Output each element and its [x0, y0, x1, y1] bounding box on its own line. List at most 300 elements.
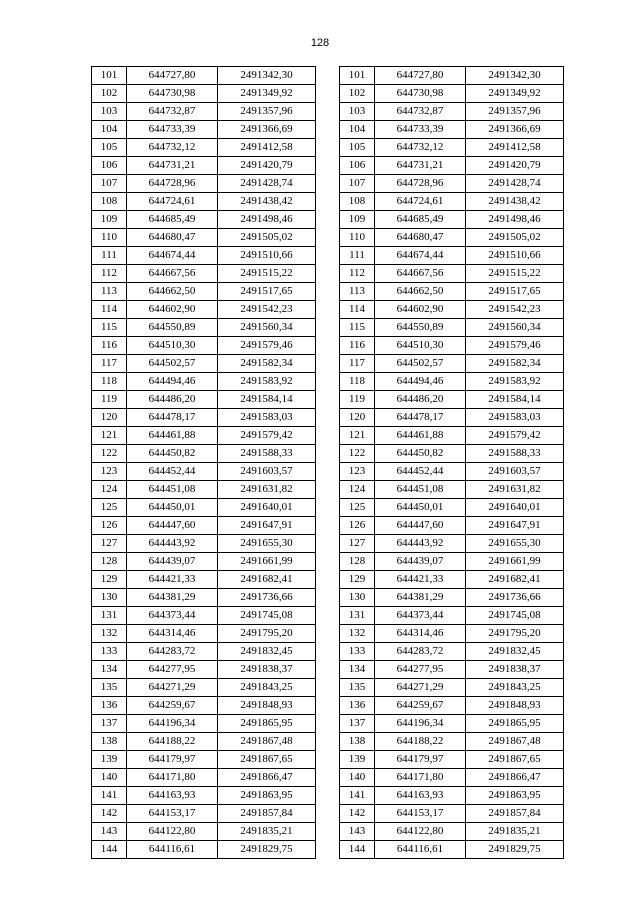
point-number-cell: 135 — [340, 679, 375, 697]
table-row — [92, 391, 316, 409]
x-coordinate-cell: 644450,82 — [375, 445, 466, 463]
point-number-cell: 133 — [340, 643, 375, 661]
point-number-cell: 138 — [92, 733, 127, 751]
y-coordinate-cell: 2491366,69 — [466, 121, 564, 139]
y-coordinate-cell: 2491349,92 — [466, 85, 564, 103]
x-coordinate-cell: 644271,29 — [127, 679, 218, 697]
y-coordinate-cell: 2491640,01 — [218, 499, 316, 517]
x-coordinate-cell: 644486,20 — [127, 391, 218, 409]
table-row — [340, 571, 564, 589]
y-coordinate-cell: 2491505,02 — [218, 229, 316, 247]
point-number-cell: 106 — [92, 157, 127, 175]
x-coordinate-cell: 644732,87 — [375, 103, 466, 121]
table-row — [92, 319, 316, 337]
point-number-cell: 129 — [340, 571, 375, 589]
y-coordinate-cell: 2491736,66 — [218, 589, 316, 607]
y-coordinate-cell: 2491682,41 — [218, 571, 316, 589]
x-coordinate-cell: 644494,46 — [127, 373, 218, 391]
table-row — [92, 517, 316, 535]
table-row — [340, 679, 564, 697]
x-coordinate-cell: 644443,92 — [375, 535, 466, 553]
point-number-cell: 120 — [92, 409, 127, 427]
x-coordinate-cell: 644271,29 — [375, 679, 466, 697]
y-coordinate-cell: 2491640,01 — [466, 499, 564, 517]
table-row — [92, 445, 316, 463]
x-coordinate-cell: 644163,93 — [127, 787, 218, 805]
table-row — [92, 499, 316, 517]
y-coordinate-cell: 2491867,65 — [466, 751, 564, 769]
point-number-cell: 136 — [92, 697, 127, 715]
table-row — [92, 715, 316, 733]
x-coordinate-cell: 644674,44 — [375, 247, 466, 265]
table-row — [340, 391, 564, 409]
table-row — [340, 805, 564, 823]
table-row — [340, 427, 564, 445]
table-row — [92, 247, 316, 265]
y-coordinate-cell: 2491863,95 — [218, 787, 316, 805]
table-row — [340, 355, 564, 373]
y-coordinate-cell: 2491517,65 — [218, 283, 316, 301]
table-row — [340, 643, 564, 661]
point-number-cell: 144 — [340, 841, 375, 859]
table-row — [340, 769, 564, 787]
x-coordinate-cell: 644662,50 — [127, 283, 218, 301]
x-coordinate-cell: 644478,17 — [127, 409, 218, 427]
table-row — [340, 589, 564, 607]
table-row — [340, 787, 564, 805]
x-coordinate-cell: 644662,50 — [375, 283, 466, 301]
y-coordinate-cell: 2491832,45 — [466, 643, 564, 661]
point-number-cell: 113 — [340, 283, 375, 301]
y-coordinate-cell: 2491584,14 — [466, 391, 564, 409]
y-coordinate-cell: 2491583,92 — [466, 373, 564, 391]
point-number-cell: 131 — [340, 607, 375, 625]
x-coordinate-cell: 644450,01 — [375, 499, 466, 517]
x-coordinate-cell: 644667,56 — [375, 265, 466, 283]
y-coordinate-cell: 2491835,21 — [466, 823, 564, 841]
x-coordinate-cell: 644730,98 — [127, 85, 218, 103]
point-number-cell: 128 — [92, 553, 127, 571]
x-coordinate-cell: 644381,29 — [375, 589, 466, 607]
y-coordinate-cell: 2491588,33 — [466, 445, 564, 463]
y-coordinate-cell: 2491515,22 — [466, 265, 564, 283]
y-coordinate-cell: 2491848,93 — [218, 697, 316, 715]
y-coordinate-cell: 2491517,65 — [466, 283, 564, 301]
point-number-cell: 102 — [92, 85, 127, 103]
x-coordinate-cell: 644727,80 — [375, 67, 466, 85]
table-row — [92, 355, 316, 373]
x-coordinate-cell: 644314,46 — [375, 625, 466, 643]
table-row — [340, 103, 564, 121]
y-coordinate-cell: 2491428,74 — [218, 175, 316, 193]
x-coordinate-cell: 644486,20 — [375, 391, 466, 409]
table-row — [340, 751, 564, 769]
table-row — [92, 823, 316, 841]
y-coordinate-cell: 2491655,30 — [466, 535, 564, 553]
y-coordinate-cell: 2491857,84 — [218, 805, 316, 823]
x-coordinate-cell: 644728,96 — [375, 175, 466, 193]
x-coordinate-cell: 644461,88 — [127, 427, 218, 445]
point-number-cell: 137 — [340, 715, 375, 733]
table-row — [340, 67, 564, 85]
y-coordinate-cell: 2491745,08 — [466, 607, 564, 625]
x-coordinate-cell: 644153,17 — [127, 805, 218, 823]
y-coordinate-cell: 2491867,65 — [218, 751, 316, 769]
point-number-cell: 143 — [92, 823, 127, 841]
point-number-cell: 139 — [92, 751, 127, 769]
y-coordinate-cell: 2491412,58 — [218, 139, 316, 157]
x-coordinate-cell: 644163,93 — [375, 787, 466, 805]
y-coordinate-cell: 2491515,22 — [218, 265, 316, 283]
x-coordinate-cell: 644421,33 — [127, 571, 218, 589]
point-number-cell: 126 — [92, 517, 127, 535]
point-number-cell: 130 — [92, 589, 127, 607]
point-number-cell: 120 — [340, 409, 375, 427]
x-coordinate-cell: 644188,22 — [127, 733, 218, 751]
x-coordinate-cell: 644478,17 — [375, 409, 466, 427]
y-coordinate-cell: 2491838,37 — [218, 661, 316, 679]
point-number-cell: 139 — [340, 751, 375, 769]
point-number-cell: 140 — [340, 769, 375, 787]
x-coordinate-cell: 644373,44 — [127, 607, 218, 625]
x-coordinate-cell: 644731,21 — [375, 157, 466, 175]
table-row — [92, 697, 316, 715]
table-row — [340, 715, 564, 733]
point-number-cell: 114 — [92, 301, 127, 319]
x-coordinate-cell: 644153,17 — [375, 805, 466, 823]
x-coordinate-cell: 644179,97 — [375, 751, 466, 769]
point-number-cell: 134 — [92, 661, 127, 679]
y-coordinate-cell: 2491579,46 — [466, 337, 564, 355]
table-row — [340, 229, 564, 247]
x-coordinate-cell: 644122,80 — [127, 823, 218, 841]
y-coordinate-cell: 2491584,14 — [218, 391, 316, 409]
y-coordinate-cell: 2491857,84 — [466, 805, 564, 823]
x-coordinate-cell: 644283,72 — [127, 643, 218, 661]
y-coordinate-cell: 2491583,03 — [218, 409, 316, 427]
y-coordinate-cell: 2491588,33 — [218, 445, 316, 463]
point-number-cell: 112 — [340, 265, 375, 283]
point-number-cell: 125 — [92, 499, 127, 517]
y-coordinate-cell: 2491560,34 — [466, 319, 564, 337]
table-row — [92, 787, 316, 805]
point-number-cell: 111 — [92, 247, 127, 265]
table-row — [92, 409, 316, 427]
point-number-cell: 136 — [340, 697, 375, 715]
x-coordinate-cell: 644727,80 — [127, 67, 218, 85]
y-coordinate-cell: 2491349,92 — [218, 85, 316, 103]
y-coordinate-cell: 2491865,95 — [218, 715, 316, 733]
x-coordinate-cell: 644452,44 — [127, 463, 218, 481]
point-number-cell: 142 — [340, 805, 375, 823]
table-row — [340, 517, 564, 535]
point-number-cell: 116 — [92, 337, 127, 355]
point-number-cell: 109 — [340, 211, 375, 229]
point-number-cell: 107 — [92, 175, 127, 193]
point-number-cell: 104 — [92, 121, 127, 139]
y-coordinate-cell: 2491682,41 — [466, 571, 564, 589]
table-row — [340, 841, 564, 859]
table-row — [92, 301, 316, 319]
x-coordinate-cell: 644451,08 — [375, 481, 466, 499]
table-row — [92, 283, 316, 301]
page-number: 128 — [310, 37, 330, 49]
y-coordinate-cell: 2491835,21 — [218, 823, 316, 841]
y-coordinate-cell: 2491631,82 — [466, 481, 564, 499]
x-coordinate-cell: 644314,46 — [127, 625, 218, 643]
x-coordinate-cell: 644443,92 — [127, 535, 218, 553]
table-row — [340, 373, 564, 391]
point-number-cell: 118 — [92, 373, 127, 391]
table-row — [340, 157, 564, 175]
y-coordinate-cell: 2491542,23 — [466, 301, 564, 319]
point-number-cell: 109 — [92, 211, 127, 229]
y-coordinate-cell: 2491866,47 — [218, 769, 316, 787]
table-row — [92, 805, 316, 823]
x-coordinate-cell: 644550,89 — [127, 319, 218, 337]
point-number-cell: 123 — [92, 463, 127, 481]
point-number-cell: 132 — [92, 625, 127, 643]
x-coordinate-cell: 644171,80 — [375, 769, 466, 787]
y-coordinate-cell: 2491661,99 — [466, 553, 564, 571]
table-row — [92, 427, 316, 445]
y-coordinate-cell: 2491603,57 — [466, 463, 564, 481]
table-row — [92, 67, 316, 85]
point-number-cell: 110 — [92, 229, 127, 247]
x-coordinate-cell: 644171,80 — [127, 769, 218, 787]
table-row — [92, 733, 316, 751]
x-coordinate-cell: 644502,57 — [375, 355, 466, 373]
point-number-cell: 119 — [340, 391, 375, 409]
y-coordinate-cell: 2491829,75 — [218, 841, 316, 859]
table-row — [92, 625, 316, 643]
table-row — [92, 589, 316, 607]
y-coordinate-cell: 2491863,95 — [466, 787, 564, 805]
point-number-cell: 122 — [92, 445, 127, 463]
point-number-cell: 128 — [340, 553, 375, 571]
point-number-cell: 133 — [92, 643, 127, 661]
y-coordinate-cell: 2491647,91 — [466, 517, 564, 535]
y-coordinate-cell: 2491498,46 — [466, 211, 564, 229]
point-number-cell: 121 — [340, 427, 375, 445]
coordinates-table-right — [339, 66, 564, 859]
point-number-cell: 142 — [92, 805, 127, 823]
table-row — [340, 283, 564, 301]
y-coordinate-cell: 2491843,25 — [218, 679, 316, 697]
point-number-cell: 103 — [92, 103, 127, 121]
point-number-cell: 144 — [92, 841, 127, 859]
table-row — [340, 211, 564, 229]
table-row — [92, 175, 316, 193]
y-coordinate-cell: 2491829,75 — [466, 841, 564, 859]
x-coordinate-cell: 644450,82 — [127, 445, 218, 463]
x-coordinate-cell: 644667,56 — [127, 265, 218, 283]
point-number-cell: 117 — [340, 355, 375, 373]
y-coordinate-cell: 2491736,66 — [466, 589, 564, 607]
x-coordinate-cell: 644602,90 — [375, 301, 466, 319]
point-number-cell: 116 — [340, 337, 375, 355]
table-row — [92, 193, 316, 211]
y-coordinate-cell: 2491647,91 — [218, 517, 316, 535]
point-number-cell: 129 — [92, 571, 127, 589]
x-coordinate-cell: 644680,47 — [127, 229, 218, 247]
point-number-cell: 130 — [340, 589, 375, 607]
y-coordinate-cell: 2491795,20 — [218, 625, 316, 643]
table-row — [92, 643, 316, 661]
point-number-cell: 131 — [92, 607, 127, 625]
x-coordinate-cell: 644373,44 — [375, 607, 466, 625]
x-coordinate-cell: 644277,95 — [375, 661, 466, 679]
x-coordinate-cell: 644116,61 — [127, 841, 218, 859]
x-coordinate-cell: 644461,88 — [375, 427, 466, 445]
table-row — [92, 157, 316, 175]
table-row — [340, 337, 564, 355]
x-coordinate-cell: 644451,08 — [127, 481, 218, 499]
point-number-cell: 125 — [340, 499, 375, 517]
table-row — [92, 553, 316, 571]
table-row — [340, 661, 564, 679]
table-row — [340, 193, 564, 211]
table-row — [340, 733, 564, 751]
x-coordinate-cell: 644731,21 — [127, 157, 218, 175]
table-row — [92, 337, 316, 355]
point-number-cell: 108 — [92, 193, 127, 211]
x-coordinate-cell: 644732,12 — [127, 139, 218, 157]
x-coordinate-cell: 644447,60 — [375, 517, 466, 535]
x-coordinate-cell: 644680,47 — [375, 229, 466, 247]
point-number-cell: 134 — [340, 661, 375, 679]
x-coordinate-cell: 644196,34 — [127, 715, 218, 733]
y-coordinate-cell: 2491631,82 — [218, 481, 316, 499]
table-row — [340, 697, 564, 715]
y-coordinate-cell: 2491865,95 — [466, 715, 564, 733]
x-coordinate-cell: 644724,61 — [375, 193, 466, 211]
x-coordinate-cell: 644550,89 — [375, 319, 466, 337]
y-coordinate-cell: 2491498,46 — [218, 211, 316, 229]
x-coordinate-cell: 644259,67 — [127, 697, 218, 715]
table-row — [340, 85, 564, 103]
x-coordinate-cell: 644447,60 — [127, 517, 218, 535]
x-coordinate-cell: 644439,07 — [375, 553, 466, 571]
y-coordinate-cell: 2491505,02 — [466, 229, 564, 247]
y-coordinate-cell: 2491579,42 — [218, 427, 316, 445]
table-row — [92, 661, 316, 679]
point-number-cell: 140 — [92, 769, 127, 787]
table-row — [92, 265, 316, 283]
y-coordinate-cell: 2491583,03 — [466, 409, 564, 427]
y-coordinate-cell: 2491661,99 — [218, 553, 316, 571]
x-coordinate-cell: 644685,49 — [375, 211, 466, 229]
point-number-cell: 124 — [340, 481, 375, 499]
table-row — [92, 211, 316, 229]
y-coordinate-cell: 2491583,92 — [218, 373, 316, 391]
x-coordinate-cell: 644421,33 — [375, 571, 466, 589]
table-row — [340, 823, 564, 841]
x-coordinate-cell: 644283,72 — [375, 643, 466, 661]
table-row — [92, 463, 316, 481]
x-coordinate-cell: 644188,22 — [375, 733, 466, 751]
x-coordinate-cell: 644510,30 — [127, 337, 218, 355]
x-coordinate-cell: 644733,39 — [127, 121, 218, 139]
y-coordinate-cell: 2491542,23 — [218, 301, 316, 319]
point-number-cell: 102 — [340, 85, 375, 103]
coordinates-table-left — [91, 66, 316, 859]
point-number-cell: 126 — [340, 517, 375, 535]
table-row — [340, 301, 564, 319]
x-coordinate-cell: 644179,97 — [127, 751, 218, 769]
table-row — [340, 625, 564, 643]
point-number-cell: 137 — [92, 715, 127, 733]
table-row — [340, 247, 564, 265]
table-row — [92, 85, 316, 103]
y-coordinate-cell: 2491848,93 — [466, 697, 564, 715]
table-row — [92, 841, 316, 859]
x-coordinate-cell: 644733,39 — [375, 121, 466, 139]
point-number-cell: 117 — [92, 355, 127, 373]
y-coordinate-cell: 2491866,47 — [466, 769, 564, 787]
y-coordinate-cell: 2491582,34 — [466, 355, 564, 373]
y-coordinate-cell: 2491438,42 — [218, 193, 316, 211]
point-number-cell: 111 — [340, 247, 375, 265]
point-number-cell: 127 — [92, 535, 127, 553]
table-row — [92, 751, 316, 769]
y-coordinate-cell: 2491366,69 — [218, 121, 316, 139]
table-row — [340, 499, 564, 517]
x-coordinate-cell: 644452,44 — [375, 463, 466, 481]
y-coordinate-cell: 2491832,45 — [218, 643, 316, 661]
table-row — [340, 409, 564, 427]
point-number-cell: 122 — [340, 445, 375, 463]
x-coordinate-cell: 644602,90 — [127, 301, 218, 319]
table-row — [92, 229, 316, 247]
point-number-cell: 110 — [340, 229, 375, 247]
point-number-cell: 132 — [340, 625, 375, 643]
table-row — [340, 535, 564, 553]
table-row — [340, 265, 564, 283]
point-number-cell: 124 — [92, 481, 127, 499]
point-number-cell: 127 — [340, 535, 375, 553]
table-row — [92, 139, 316, 157]
y-coordinate-cell: 2491579,42 — [466, 427, 564, 445]
x-coordinate-cell: 644116,61 — [375, 841, 466, 859]
y-coordinate-cell: 2491342,30 — [218, 67, 316, 85]
point-number-cell: 112 — [92, 265, 127, 283]
point-number-cell: 101 — [92, 67, 127, 85]
x-coordinate-cell: 644277,95 — [127, 661, 218, 679]
point-number-cell: 141 — [92, 787, 127, 805]
point-number-cell: 107 — [340, 175, 375, 193]
x-coordinate-cell: 644730,98 — [375, 85, 466, 103]
point-number-cell: 101 — [340, 67, 375, 85]
point-number-cell: 118 — [340, 373, 375, 391]
table-row — [340, 481, 564, 499]
y-coordinate-cell: 2491420,79 — [466, 157, 564, 175]
y-coordinate-cell: 2491655,30 — [218, 535, 316, 553]
point-number-cell: 123 — [340, 463, 375, 481]
x-coordinate-cell: 644674,44 — [127, 247, 218, 265]
point-number-cell: 138 — [340, 733, 375, 751]
y-coordinate-cell: 2491438,42 — [466, 193, 564, 211]
point-number-cell: 119 — [92, 391, 127, 409]
point-number-cell: 115 — [340, 319, 375, 337]
table-row — [340, 445, 564, 463]
point-number-cell: 104 — [340, 121, 375, 139]
table-row — [92, 679, 316, 697]
point-number-cell: 135 — [92, 679, 127, 697]
table-row — [92, 103, 316, 121]
x-coordinate-cell: 644439,07 — [127, 553, 218, 571]
y-coordinate-cell: 2491560,34 — [218, 319, 316, 337]
